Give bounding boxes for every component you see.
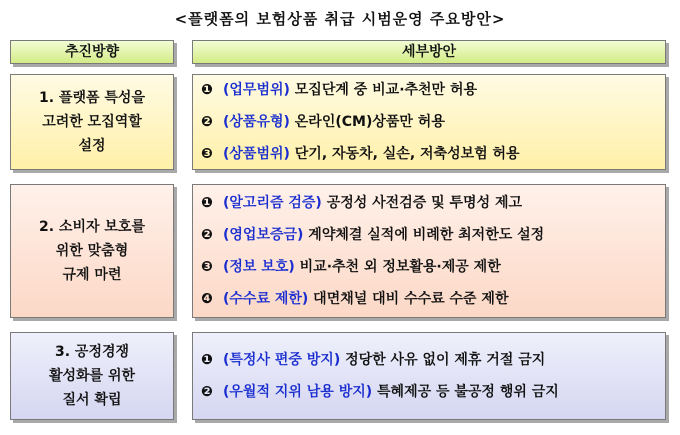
item-text: 정당한 사유 없이 제휴 거절 금지 <box>340 352 546 368</box>
detail-item <box>201 283 665 315</box>
item-tag: (상품범위) <box>223 146 290 162</box>
item-tag: (특정사 편중 방지) <box>223 352 341 368</box>
direction-box-3 <box>10 332 174 420</box>
number-badge: ❸ <box>201 146 213 162</box>
details-box-1 <box>192 74 666 170</box>
item-tag: (알고리즘 검증) <box>223 195 322 211</box>
direction-line: 고려한 모집역할 <box>42 114 142 130</box>
item-tag: (상품유형) <box>223 114 290 130</box>
detail-item <box>201 376 665 408</box>
direction-line: 설정 <box>78 138 106 154</box>
item-text: 공정성 사전검증 및 투명성 제고 <box>321 195 523 211</box>
item-text: 비교·추천 외 정보활용·제공 제한 <box>294 259 501 275</box>
item-text: 모집단계 중 비교·추천만 허용 <box>289 82 478 98</box>
number-badge: ❶ <box>201 352 213 368</box>
direction-line: 활성화를 위한 <box>48 368 136 384</box>
item-text: 계약체결 실적에 비례한 최저한도 설정 <box>303 227 545 243</box>
number-badge: ❷ <box>201 384 213 400</box>
direction-line: 규제 마련 <box>62 267 122 283</box>
number-badge: ❷ <box>201 227 213 243</box>
detail-item <box>201 344 665 376</box>
direction-line: 3. 공정경쟁 <box>54 344 130 360</box>
item-text: 온라인(CM)상품만 허용 <box>289 114 445 130</box>
number-badge: ❹ <box>201 291 213 307</box>
item-tag: (수수료 제한) <box>223 291 309 307</box>
item-text: 대면채널 대비 수수료 수준 제한 <box>308 291 509 307</box>
detail-item <box>201 74 665 106</box>
detail-item <box>201 106 665 138</box>
detail-item <box>201 187 665 219</box>
item-tag: (영업보증금) <box>223 227 304 243</box>
page-title: <플랫폼의 보험상품 취급 시범운영 주요방안> <box>174 10 506 28</box>
item-tag: (우월적 지위 남용 방지) <box>223 384 373 400</box>
direction-line: 질서 확립 <box>62 392 122 408</box>
number-badge: ❶ <box>201 82 213 98</box>
column-header-direction: 추진방향 <box>10 40 174 64</box>
direction-box-2 <box>10 184 174 318</box>
detail-item <box>201 219 665 251</box>
number-badge: ❶ <box>201 195 213 211</box>
direction-line: 위한 맞춤형 <box>55 243 129 259</box>
number-badge: ❸ <box>201 259 213 275</box>
item-text: 단기, 자동차, 실손, 저축성보험 허용 <box>289 146 520 162</box>
item-text: 특혜제공 등 불공정 행위 금지 <box>372 384 559 400</box>
direction-line: 2. 소비자 보호를 <box>39 219 145 235</box>
direction-box-1 <box>10 74 174 170</box>
details-box-3 <box>192 332 666 420</box>
detail-item <box>201 251 665 283</box>
number-badge: ❷ <box>201 114 213 130</box>
item-tag: (정보 보호) <box>223 259 295 275</box>
column-header-details: 세부방안 <box>192 40 666 64</box>
direction-line: 1. 플랫폼 특성을 <box>39 90 145 106</box>
item-tag: (업무범위) <box>223 82 290 98</box>
detail-item <box>201 138 665 170</box>
details-box-2 <box>192 184 666 318</box>
